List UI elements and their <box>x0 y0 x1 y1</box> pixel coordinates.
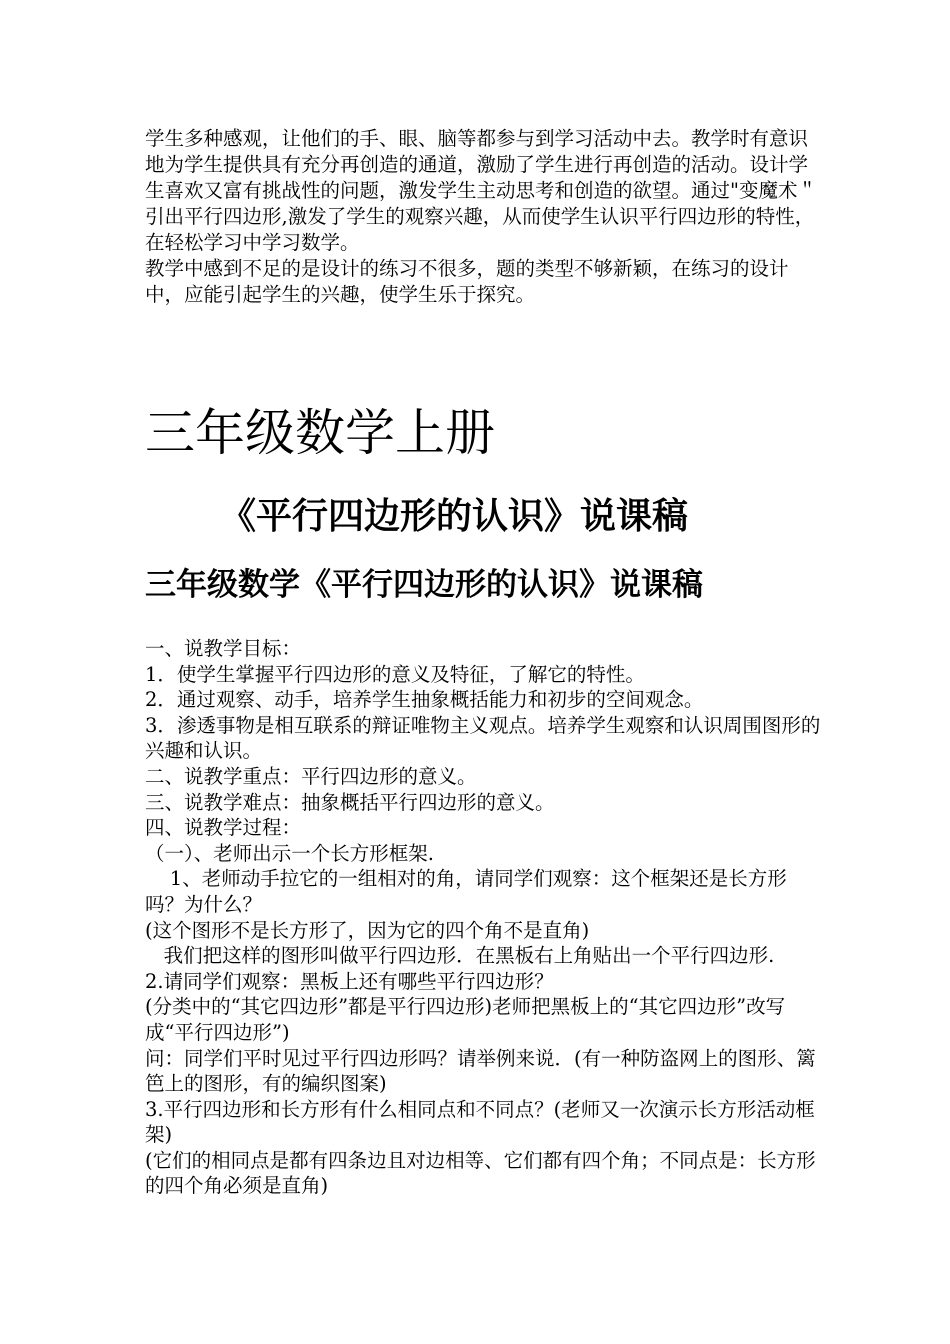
objective-2: 2．通过观察、动手，培养学生抽象概括能力和初步的空间观念。 <box>145 688 704 712</box>
process-note-1: 我们把这样的图形叫做平行四边形．在黑板右上角贴出一个平行四边形. <box>145 944 775 968</box>
section-title: 三年级数学《平行四边形的认识》说课稿 <box>145 567 703 603</box>
heading-difficulty: 三、说教学难点：抽象概括平行四边形的意义。 <box>145 790 555 814</box>
process-step-1: （一）、老师出示一个长方形框架. <box>145 841 434 865</box>
sub-title: 《平行四边形的认识》说课稿 <box>220 496 689 537</box>
process-item-2: 2.请同学们观察：黑板上还有哪些平行四边形？ <box>145 969 554 993</box>
process-question: 问：同学们平时见过平行四边形吗？请举例来说．(有一种防盗网上的图形、篱笆上的图形，有的编织图案) <box>145 1046 816 1096</box>
heading-process: 四、说教学过程： <box>145 816 302 840</box>
heading-objectives: 一、说教学目标： <box>145 637 302 660</box>
intro-section <box>145 126 825 308</box>
process-answer-2: (分类中的“其它四边形”都是平行四边形)老师把黑板上的“其它四边形”改写成“平行四边形”) <box>145 995 786 1044</box>
process-item-1: 1、老师动手拉它的一组相对的角，请同学们观察：这个框架还是长方形吗？为什么？ <box>145 867 787 916</box>
process-item-3: 3.平行四边形和长方形有什么相同点和不同点？(老师又一次演示长方形活动框架) <box>145 1097 815 1147</box>
process-answer-1: (这个图形不是长方形了，因为它的四个角不是直角) <box>145 918 590 942</box>
process-answer-3: (它们的相同点是都有四条边且对边相等、它们都有四个角；不同点是：长方形的四个角必须是直角) <box>145 1148 816 1198</box>
objective-1: 1．使学生掌握平行四边形的意义及特征，了解它的特性。 <box>145 662 645 686</box>
lesson-body <box>145 636 825 1199</box>
main-title: 三年级数学上册 <box>145 404 495 462</box>
heading-key-point: 二、说教学重点：平行四边形的意义。 <box>145 764 477 788</box>
intro-paragraph-2: 教学中感到不足的是设计的练习不很多，题的类型不够新颖，在练习的设计中，应能引起学生的兴趣，使学生乐于探究。 <box>145 257 789 306</box>
objective-3: 3．渗透事物是相互联系的辩证唯物主义观点。培养学生观察和认识周围图形的兴趣和认识。 <box>145 713 821 763</box>
intro-paragraph-1: 学生多种感观，让他们的手、眼、脑等都参与到学习活动中去。教学时有意识地为学生提供具有充分再创造的通道，激励了学生进行再创造的活动。设计学生喜欢又富有挑战性的问题，激发学生主动思考和创造的欲望。通过"变魔术＂引出平行四边形,激发了学生的观察兴趣，从而使学生认识平行四边形的特性，在轻松学习中学习数学。 <box>145 127 817 254</box>
